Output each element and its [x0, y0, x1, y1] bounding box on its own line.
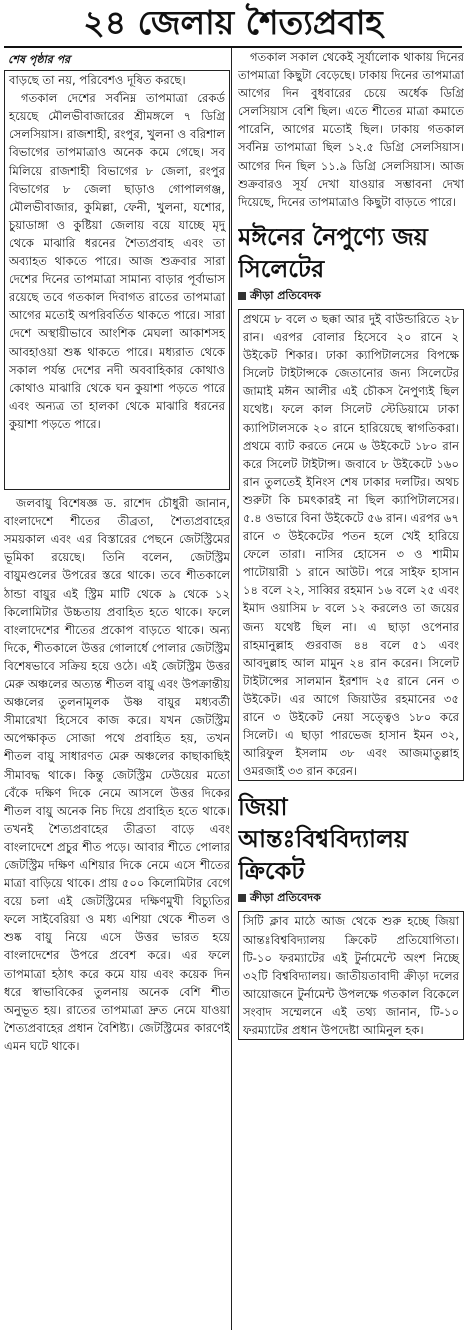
continued-tag: শেষ পৃষ্ঠার পর — [8, 53, 71, 66]
column-divider — [231, 48, 232, 1330]
story3-box — [238, 911, 464, 1040]
story2-box — [238, 309, 464, 781]
story1-lead: বাড়ছে তা নয়, পরিবেশও দূষিত করছে। — [9, 73, 186, 88]
story2-headline: মঈনের নৈপুণ্যে জয় সিলেটের — [238, 221, 428, 283]
story1-paragraph-3: গতকাল সকাল থেকেই সূর্যালোক থাকায় দিনের তাপমাত্রা কিছুটা বেড়েছে। ঢাকায় দিনের তাপমাত্রা আগের দিন বুধবারের চেয়ে অর্ধেক ডিগ্রি সেলসিয়াস বেশি ছিল। এতে শীতের মাত্রা কমাতে পারেনি, আগের মতোই ছিল। ঢাকায় গতকাল সর্বনিম্ন তাপমাত্রা ছিল ১২.৫ ডিগ্রি সেলসিয়াস। আগের দিন ছিল ১১.৯ ডিগ্রি সেলসিয়াস। আজ শুক্রবারও সূর্য দেখা যাওয়ার সম্ভাবনা দেখা দিয়েছে, দিনের তাপমাত্রাও কিছুটা বাড়তে পারে। — [238, 50, 464, 209]
story2-byline — [238, 287, 464, 305]
square-bullet-icon — [238, 292, 246, 300]
story3-byline-text: ক্রীড়া প্রতিবেদক — [250, 891, 321, 905]
story1-lead-box — [4, 70, 230, 490]
story3-paragraph-1: সিটি ক্লাব মাঠে আজ থেকে শুরু হচ্ছে জিয়া আন্তঃবিশ্ববিদ্যালয় ক্রিকেট প্রতিযোগিতা। টি-১০ ফরম্যাটের এই টুর্নামেন্টে অংশ নিচ্ছে ৩২টি বিশ্ববিদ্যালয়। জাতীয়তাবাদী ক্রীড়া দলের আয়োজনে টুর্নামেন্ট উপলক্ষে গতকাল বিকেলে সংবাদ সম্মেলনে এই তথ্য জানান, টি-১০ ফরম্যাটের প্রধান উপদেষ্টা আমিনুল হক। — [243, 914, 459, 1038]
story3-headline: জিয়া আন্তঃবিশ্ববিদ্যালয় ক্রিকেট — [238, 792, 409, 886]
story1-paragraph-2: জলবায়ু বিশেষজ্ঞ ড. রাশেদ চৌধুরী জানান, বাংলাদেশে শীতের তীব্রতা, শৈত্যপ্রবাহের সময়কাল এবং এর বিস্তারের পেছনে জেটস্ট্রিমের ভূমিকা রয়েছে। তিনি বলেন, জেটস্ট্রিম বায়ুমণ্ডলের উপরের স্তরে থাকে। তবে শীতকালে ঠান্ডা বায়ুর এই স্ট্রিম মাটি থেকে ৯ থেকে ১২ কিলোমিটার উচ্চতায় প্রবাহিত হতে থাকে। ফলে বাংলাদেশের শীতের প্রকোপ বাড়তে থাকে। অন্য দিকে, শীতকালে উত্তর গোলার্ধে পোলার জেটস্ট্রিম বিশেষভাবে সক্রিয় হয়ে ওঠে। এই জেটস্ট্রিম উত্তর মেরু অঞ্চলের অত্যন্ত শীতল বায়ু এবং উপক্রান্তীয় অঞ্চলের তুলনামূলক উষ্ণ বায়ুর মধ্যবর্তী সীমারেখা হিসেবে কাজ করে। যখন জেটস্ট্রিম অপেক্ষাকৃত সোজা পথে প্রবাহিত হয়, তখন শীতল বায়ু সাধারণত মেরু অঞ্চলের কাছাকাছিই সীমাবদ্ধ থাকে। কিন্তু জেটস্ট্রিম ঢেউয়ের মতো বেঁকে দক্ষিণ দিকে নেমে আসলে উত্তর দিকের শীতল বায়ু অনেক নিচ দিয়ে প্রবাহিত হতে থাকে। তখনই শৈত্যপ্রবাহের তীব্রতা বাড়ে এবং বাংলাদেশে প্রচুর শীত পড়ে। আবার শীতে পোলার জেটস্ট্রিম দক্ষিণ এশিয়ার দিকে নেমে এসে শীতের মাত্রা বাড়িয়ে থাকে। প্রায় ৫০০ কিলোমিটার বেগে বয়ে চলা এই জেটস্ট্রিমের দক্ষিণমুখী বিচ্যুতির ফলে সাইবেরিয়া ও মধ্য এশিয়া থেকে শীতল ও শুষ্ক বায়ু নিয়ে এসে উত্তর ভারত হয়ে বাংলাদেশের উপরে প্রবেশ করে। এর ফলে তাপমাত্রা হঠাৎ করে কমে যায় এবং কয়েক দিন ধরে স্বাভাবিকের তুলনায় অনেক বেশি শীত অনুভূত হয়। রাতের তাপমাত্রা দ্রুত নেমে যাওয়া শৈত্যপ্রবাহের প্রধান বৈশিষ্ট্য। জেটস্ট্রিমের কারণেই এমন ঘটে থাকে। — [4, 496, 230, 1053]
story2-byline-text: ক্রীড়া প্রতিবেদক — [250, 288, 321, 302]
left-column — [4, 48, 230, 1324]
story2-paragraph-1: প্রথমে ৮ বলে ৩ ছক্কা আর দুই বাউন্ডারিতে ২৮ রান। এরপর বোলার হিসেবে ২০ রানে ২ উইকেট শিকার। ঢাকা ক্যাপিটালসের বিপক্ষে সিলেট টাইটান্সকে জেতানোর জন্য সিলেটের জামাই মঈন আলীর এই চৌকস নৈপুণ্যই ছিল যথেষ্ট। ফলে কাল সিলেট স্টেডিয়ামে ঢাকা ক্যাপিটালসকে ২০ রানে হারিয়েছে স্বাগতিকরা। প্রথমে ব্যাট করতে নেমে ৬ উইকেটে ১৮০ রান করে সিলেট টাইটান্স। জবাবে ৮ উইকেটে ১৬০ রান তুলতেই ইনিংস শেষ ঢাকার দলটির। অথচ শুরুটা কি চমৎকারই না ছিল ক্যাপিটালসের। ৫.৪ ওভারে বিনা উইকেটে ৫৬ রান। এরপর ৬৭ রানে ৩ উইকেটের পতন হলে খেই হারিয়ে ফেলে তারা। নাসির হোসেন ৩ ও শামীম পাটোয়ারী ১ রানে আউট। পরে সাইফ হাসান ১৪ বলে ২২, সাব্বির রহমান ১৬ বলে ২৫ এবং ইমাদ ওয়াসিম ৮ বলে ১২ করলেও তা জয়ের জন্য যথেষ্ট ছিল না। এ ছাড়া ওপেনার রাহমানুল্লাহ গুরবাজ ৪৪ বলে ৫১ এবং আবদুল্লাহ আল মামুন ২৪ রান করেন। সিলেট টাইটান্সের সালমান ইরশাদ ২৫ রানে নেন ৩ উইকেট। এর আগে জিয়াউর রহমানের ৩৫ রানে ৩ উইকেট নেয়া সত্ত্বেও ১৮০ করে সিলেট। এ ছাড়া পারভেজ হাসান ইমন ৩২, আরিফুল ইসলাম ৩৮ এবং আজমাতুল্লাহ ওমরজাই ৩৩ রান করেন। — [243, 311, 459, 779]
story3-byline — [238, 889, 464, 907]
story1-paragraph-1: গতকাল দেশের সর্বনিম্ন তাপমাত্রা রেকর্ড হয়েছে মৌলভীবাজারের শ্রীমঙ্গলে ৭ ডিগ্রি সেলসিয়াস। রাজশাহী, রংপুর, খুলনা ও বরিশাল বিভাগের তাপমাত্রাও অনেক কমে গেছে। সব মিলিয়ে রাজশাহী বিভাগের ৮ জেলা, রংপুর বিভাগের ৮ জেলা ছাড়াও গোপালগঞ্জ, মৌলভীবাজার, কুমিল্লা, ফেনী, খুলনা, যশোর, চুয়াডাঙ্গা ও কুষ্টিয়া জেলায় বয়ে যাচ্ছে মৃদু থেকে মাঝারি ধরনের শৈত্যপ্রবাহ এবং তা অব্যাহত থাকতে পারে। আজ শুক্রবার সারা দেশের দিনের তাপমাত্রা সামান্য বাড়ার পূর্বাভাস রয়েছে তবে গতকাল দিবাগত রাতের তাপমাত্রা আগের মতোই অপরিবর্তিত থাকতে পারে। সারা দেশে অস্থায়ীভাবে আংশিক মেঘলা আকাশসহ আবহাওয়া শুষ্ক থাকতে পারে। মধ্যরাত থেকে সকাল পর্যন্ত দেশের নদী অববাহিকার কোথাও কোথাও মাঝারি থেকে ঘন কুয়াশা পড়তে পারে এবং অন্যত্র তা হালকা থেকে মাঝারি ধরনের কুয়াশা পড়তে পারে। — [9, 91, 225, 431]
right-column — [238, 48, 464, 1324]
square-bullet-icon — [238, 894, 246, 902]
main-headline: ২৪ জেলায় শৈত্যপ্রবাহ — [4, 0, 462, 48]
